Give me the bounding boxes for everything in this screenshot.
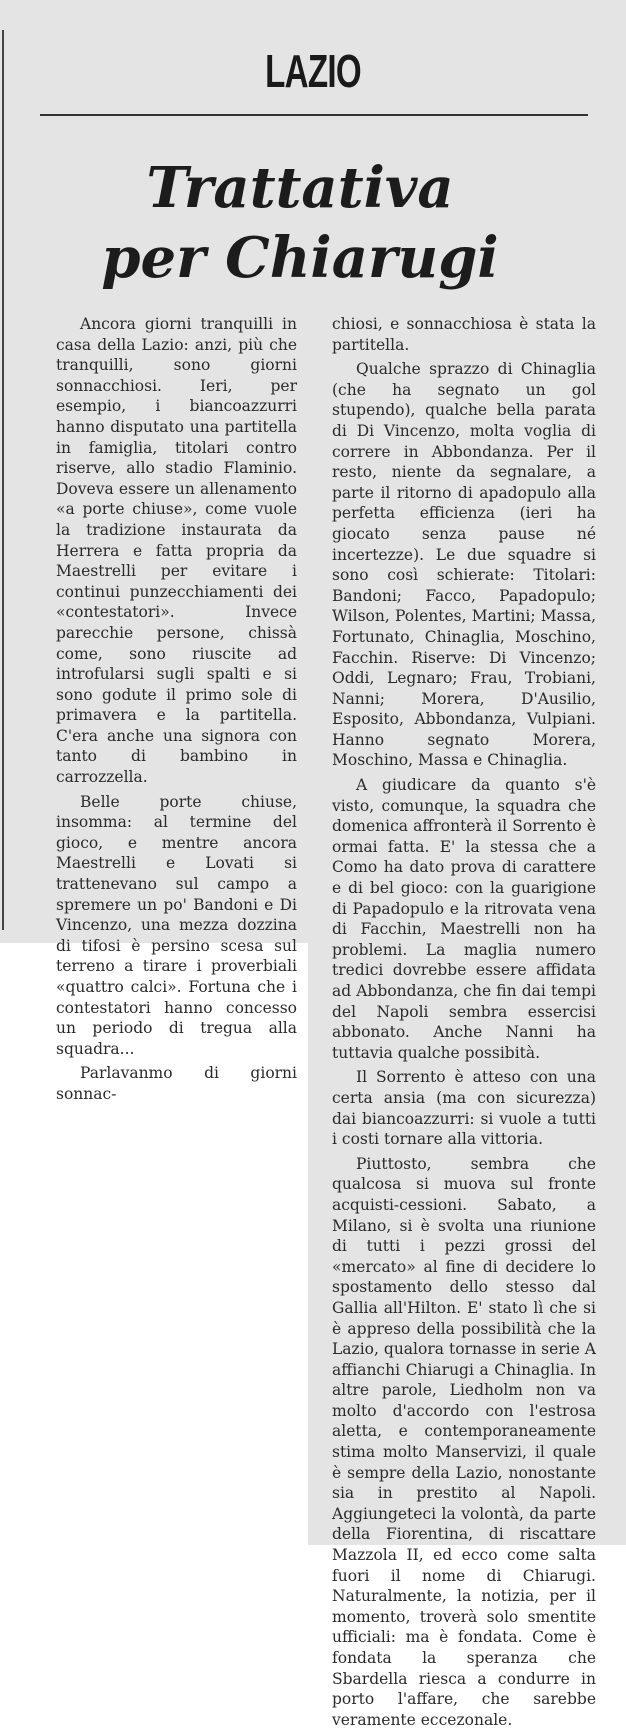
paragraph: Qualche sprazzo di Chinaglia (che ha segnato un gol stupendo), qualche bella parata di Di Vincenzo, molta voglia di correre in Abbondanza. Per il resto, niente da segnalare, a parte il ritorno di apadopulo alla perfetta efficienza (ieri ha giocato senza pause né incertezze). Le due squadre si sono così schierate: Titolari: Bandoni; Facco, Papadopulo; Wilson, Polentes, Martini; Massa, Fortunato, Chinaglia, Moschino, Facchin. Riserve: Di Vincenzo; Oddi, Legnaro; Frau, Trobiani, Nanni; Morera, D'Ausilio, Esposito, Abbondanza, Vulpiani. Hanno segnato Morera, Moschino, Massa e Chinaglia.: [332, 360, 596, 770]
paragraph: Piuttosto, sembra che qualcosa si muova sul fronte acquisti-cessioni. Sabato, a Milano, si è svolta una riunione di tutti i pezzi grossi del «mercato» al fine di decidere lo spostamento dello stesso dal Gallia all'Hilton. E' stato lì che si è appreso della possibilità che la Lazio, qualora tornasse in serie A affianchi Chiarugi a Chinaglia. In altre parole, Liedholm non va molto d'accordo con l'estrosa aletta, e contemporaneamente stima molto Manservizi, il quale è sempre della Lazio, nonostante sia in prestito al Napoli. Aggiungeteci la volontà, da parte della Fiorentina, di riscattare Mazzola II, ed ecco come salta fuori il nome di Chiarugi. Naturalmente, la notizia, per il momento, troverà solo smentite ufficiali: ma è fondata. Come è fondata la speranza che Sbardella riesca a condurre in porto l'affare, che sarebbe veramente eccezonale.: [332, 1154, 596, 1729]
section-label: LAZIO: [265, 45, 361, 97]
paragraph: chiosi, e sonnacchiosa è stata la partitella.: [332, 315, 596, 354]
section-divider: [40, 114, 588, 116]
headline-line-2: per Chiarugi: [101, 225, 499, 291]
paragraph: Parlavanmo di giorni sonnac-: [56, 1064, 297, 1103]
paragraph: Belle porte chiuse, insomma: al termine del gioco, e mentre ancora Maestrelli e Lovati si trattenevano sul campo a spremere un po' Bandoni e Di Vincenzo, una mezza dozzina di tifosi è persino scesa sul terreno a tirare i proverbiali «quattro calci». Fortuna che i contestatori hanno concesso un periodo di tregua alla squadra...: [56, 792, 297, 1058]
article-column-right: [332, 314, 596, 1730]
paragraph: A giudicare da quanto s'è visto, comunque, la squadra che domenica affronterà il Sorrento è ormai fatta. E' la stessa che a Como ha dato prova di carattere e di bel gioco: con la guarigione di Papadopulo e la ritrovata vena di Facchin, Maestrelli non ha problemi. La maglia numero tredici dovrebbe essere affidata ad Abbondanza, che fin dai tempi del Napoli sembra essercisi abbonato. Anche Nanni ha tuttavia qualche possibità.: [332, 776, 596, 1062]
article-column-left: [56, 314, 297, 1105]
headline-line-1: Trattativa: [146, 155, 454, 221]
column-rule: [2, 30, 4, 930]
paragraph: Il Sorrento è atteso con una certa ansia (ma con sicurezza) dai biancoazzurri: si vuole a tutti i costi tornare alla vittoria.: [332, 1068, 596, 1149]
paragraph: Ancora giorni tranquilli in casa della Lazio: anzi, più che tranquilli, sono giorni sonnacchiosi. Ieri, per esempio, i biancoazzurri hanno disputato una partitella in famiglia, titolari contro riserve, allo stadio Flaminio. Doveva essere un allenamento «a porte chiuse», come vuole la tradizione instaurata da Herrera e fatta propria da Maestrelli per evitare i continui punzecchiamenti dei «contestatori». Invece parecchie persone, chissà come, sono riuscite ad introfularsi sugli spalti e si sono godute il primo sole di primavera e la partitella. C'era anche una signora con tanto di bambino in carrozzella.: [56, 315, 297, 787]
